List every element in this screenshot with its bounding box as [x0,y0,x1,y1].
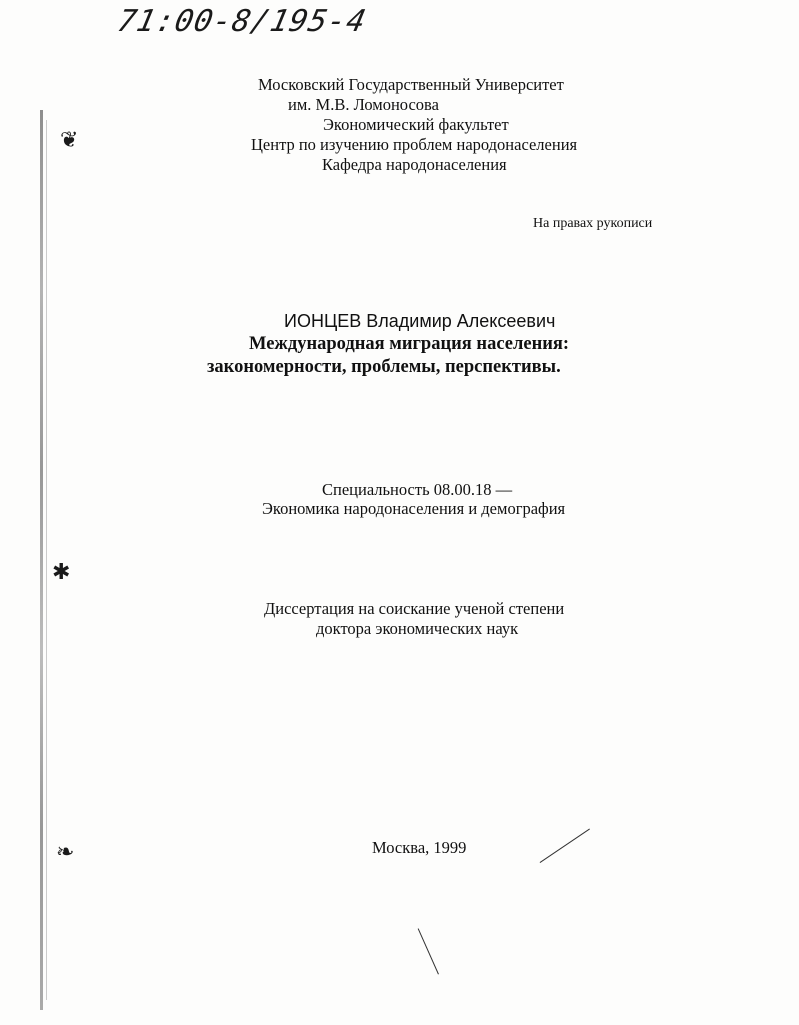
dissertation-degree: Диссертация на соискание ученой степени [264,599,565,618]
binding-edge-shadow [40,110,43,1010]
place-and-year: Москва, 1999 [372,838,467,857]
title-line-1: Международная миграция населения: [249,334,570,354]
binding-edge-line [46,120,47,1000]
specialty-name: Экономика народонаселения и демография [262,499,566,518]
handwritten-catalog-code: 71:00-8/195-4 [114,4,370,39]
institution-university: Московский Государственный Университет [258,75,564,94]
rights-note: На правах рукописи [533,216,653,231]
pen-stroke [417,928,439,974]
scan-blot-icon: ✱ [52,560,71,585]
institution-center: Центр по изучению проблем народонаселения [251,135,578,154]
scan-blot-icon: ❦ [60,128,79,153]
specialty-code: Специальность 08.00.18 — [322,480,513,499]
title-line-2: закономерности, проблемы, перспективы. [207,357,561,377]
pen-stroke [540,829,590,864]
institution-department: Кафедра народонаселения [322,155,507,174]
dissertation-field: доктора экономических наук [316,619,519,638]
author-name: ИОНЦЕВ Владимир Алексеевич [284,311,556,331]
institution-faculty: Экономический факультет [323,115,509,134]
institution-named-after: им. М.В. Ломоносова [288,95,439,114]
scan-blot-icon: ❧ [56,840,75,865]
